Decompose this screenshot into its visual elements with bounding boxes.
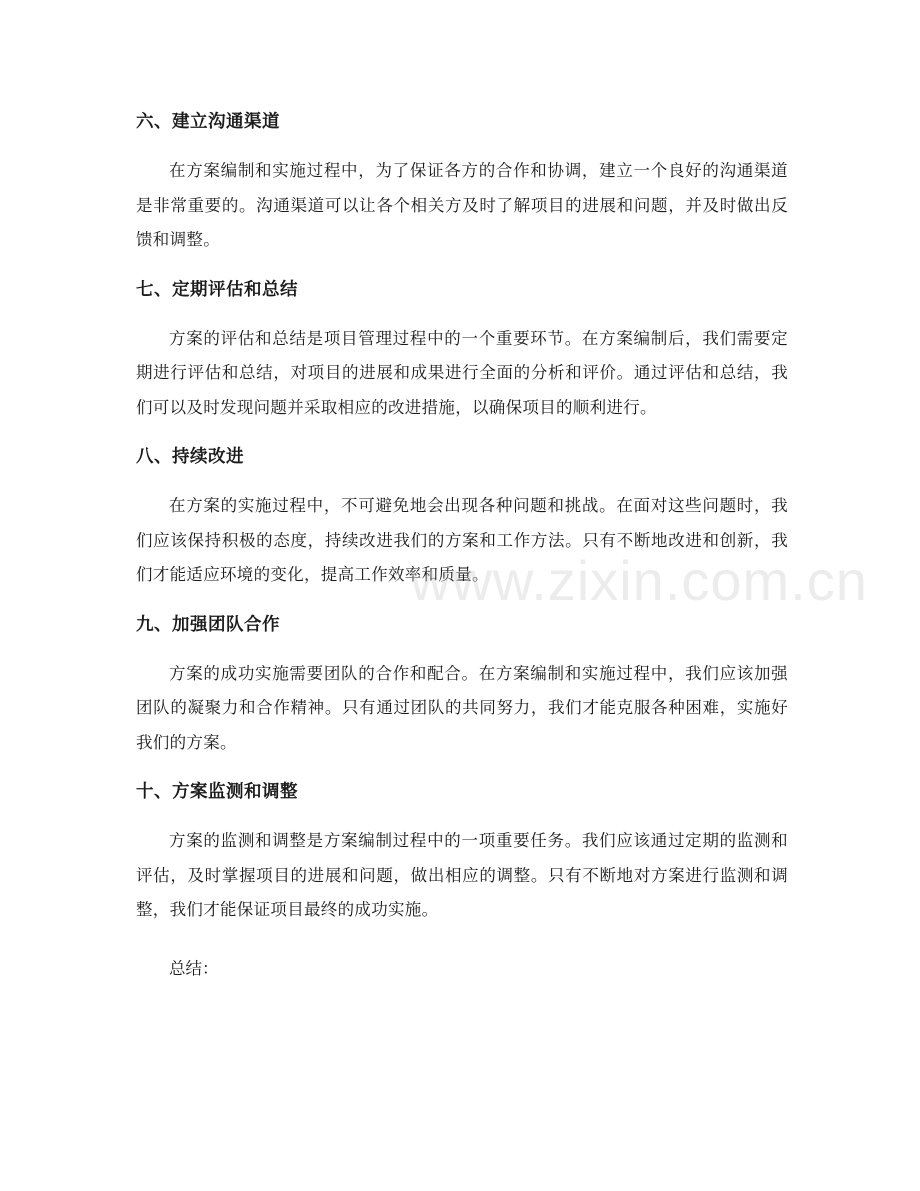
section-heading: 七、定期评估和总结 xyxy=(136,279,298,300)
section-paragraph: 方案的评估和总结是项目管理过程中的一个重要环节。在方案编制后，我们需要定期进行评估和总结，对项目的进展和成果进行全面的分析和评价。通过评估和总结，我们可以及时发现问题并采取相应的改进措施，以确保项目的顺利进行。 xyxy=(136,328,788,417)
section-7 xyxy=(136,272,788,426)
section-10 xyxy=(136,774,788,928)
section-8 xyxy=(136,439,788,593)
document-content xyxy=(136,104,788,986)
section-paragraph: 在方案的实施过程中，不可避免地会出现各种问题和挑战。在面对这些问题时，我们应该保持积极的态度，持续改进我们的方案和工作方法。只有不断地改进和创新，我们才能适应环境的变化，提高工作效率和质量。 xyxy=(136,496,788,584)
section-6 xyxy=(136,104,788,258)
section-heading: 八、持续改进 xyxy=(136,447,244,467)
section-paragraph: 方案的监测和调整是方案编制过程中的一项重要任务。我们应该通过定期的监测和评估，及时掌握项目的进展和问题，做出相应的调整。只有不断地对方案进行监测和调整，我们才能保证项目最终的成功实施。 xyxy=(136,831,788,919)
section-heading: 十、方案监测和调整 xyxy=(136,782,298,802)
section-heading: 六、建立沟通渠道 xyxy=(136,112,280,132)
watermark: www.zixin.com.cn xyxy=(410,549,868,612)
section-heading: 九、加强团队合作 xyxy=(136,614,280,635)
section-paragraph: 在方案编制和实施过程中，为了保证各方的合作和协调，建立一个良好的沟通渠道是非常重要的。沟通渠道可以让各个相关方及时了解项目的进展和问题，并及时做出反馈和调整。 xyxy=(136,161,788,249)
section-9 xyxy=(136,607,788,761)
section-paragraph: 方案的成功实施需要团队的合作和配合。在方案编制和实施过程中，我们应该加强团队的凝聚力和合作精神。只有通过团队的共同努力，我们才能克服各种困难，实施好我们的方案。 xyxy=(136,663,788,752)
summary-label: 总结： xyxy=(169,958,219,978)
